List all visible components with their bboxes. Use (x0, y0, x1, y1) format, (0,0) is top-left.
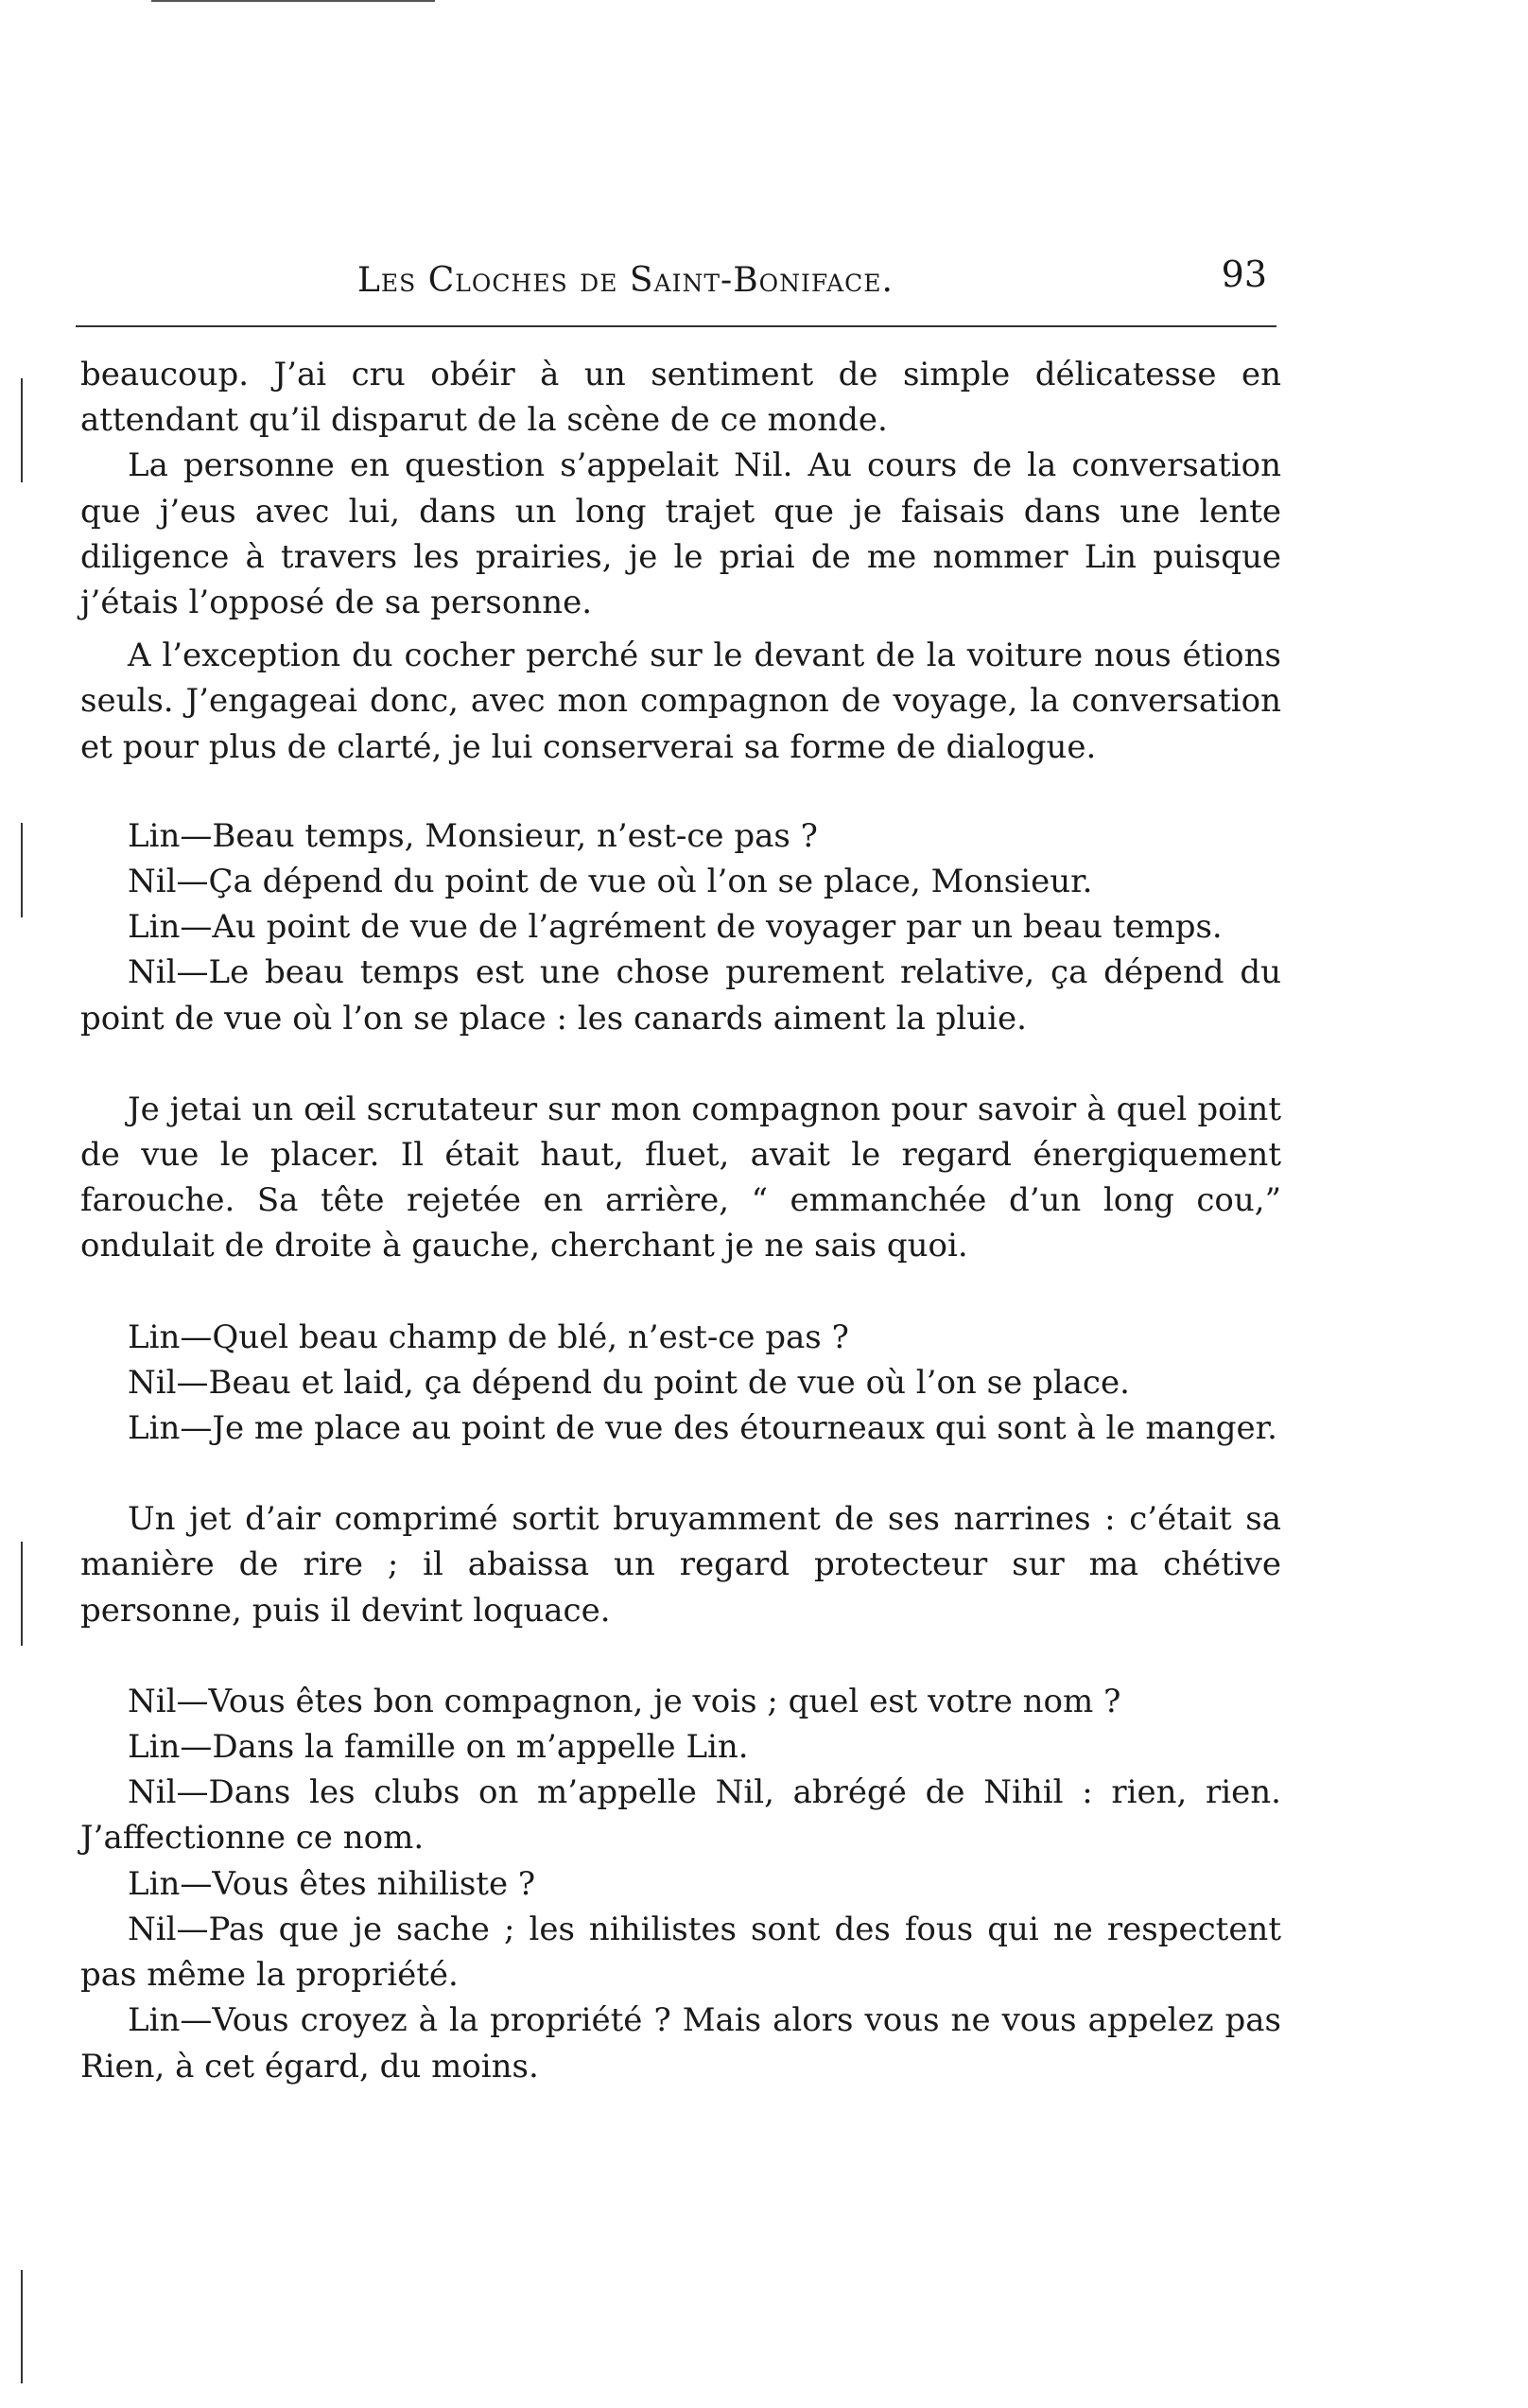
dialogue-line: Lin—Quel beau champ de blé, n’est-ce pas ? (128, 1317, 849, 1356)
dialogue-line: Nil—Beau et laid, ça dépend du point de vue où l’on se place. (128, 1363, 1130, 1402)
paragraph: Je jetai un œil scrutateur sur mon compagnon pour savoir à quel point de vue le placer. Il était haut, fluet, avait le regard énergiquement farouche. Sa tête rejetée en arrière, “ emmanchée d’un long cou,” ondulait de droite à gauche, cherchant je ne sais quoi. (80, 1090, 1281, 1265)
dialogue-line: Lin—Dans la famille on m’appelle Lin. (128, 1728, 749, 1767)
running-title (357, 261, 894, 300)
dialogue-line: Lin—Vous croyez à la propriété ? Mais alors vous ne vous appelez pas Rien, à cet égard, du moins. (80, 2001, 1281, 2085)
running-header (85, 253, 1284, 310)
title-word-de: de (580, 261, 618, 300)
title-word-cloches: Cloches (427, 261, 568, 300)
dialogue-line: Nil—Dans les clubs on m’appelle Nil, abrégé de Nihil : rien, rien. J’affectionne ce nom. (80, 1773, 1281, 1858)
dialogue-line: Lin—Vous êtes nihiliste ? (128, 1864, 536, 1903)
margin-mark (21, 2270, 23, 2383)
dialogue-line: Lin—Au point de vue de l’agrément de voyager par un beau temps. (128, 908, 1223, 947)
paragraph: beaucoup. J’ai cru obéir à un sentiment de simple délicatesse en attendant qu’il disparut de la scène de ce monde. (80, 356, 1281, 440)
margin-mark (21, 823, 23, 917)
paragraph: Un jet d’air comprimé sortit bruyamment de ses narrines : c’était sa manière de rire ; il abaissa un regard protecteur sur ma chétive personne, puis il devint loquace. (80, 1500, 1281, 1630)
title-word-saint-boniface: Saint-Boniface. (629, 261, 894, 300)
dialogue-line: Nil—Pas que je sache ; les nihilistes sont des fous qui ne respectent pas même la propriété. (80, 1910, 1281, 1995)
paragraph: A l’exception du cocher perché sur le devant de la voiture nous étions seuls. J’engageai donc, avec mon compagnon de voyage, la conversation et pour plus de clarté, je lui conserverai sa forme de dialogue. (80, 637, 1281, 766)
dialogue-line: Nil—Vous êtes bon compagnon, je vois ; quel est votre nom ? (128, 1682, 1121, 1720)
margin-mark (21, 378, 23, 482)
dialogue-line: Lin—Beau temps, Monsieur, n’est-ce pas ? (128, 816, 818, 855)
scan-edge-mark (151, 0, 435, 2)
title-word-les: Les (357, 261, 417, 300)
dialogue-line: Lin—Je me place au point de vue des étourneaux qui sont à le manger. (128, 1409, 1277, 1448)
paragraph: La personne en question s’appelait Nil. Au cours de la conversation que j’eus avec lui, dans un long trajet que je faisais dans une lente diligence à travers les prairies, je le priai de me nommer Lin puisque j’étais l’opposé de sa personne. (80, 446, 1281, 622)
dialogue-line: Nil—Ça dépend du point de vue où l’on se place, Monsieur. (128, 863, 1093, 901)
page-number: 93 (1221, 253, 1267, 295)
dialogue-line: Nil—Le beau temps est une chose purement relative, ça dépend du point de vue où l’on se place : les canards aiment la pluie. (80, 953, 1281, 1038)
body-text (80, 352, 1281, 2089)
margin-mark (21, 1542, 23, 1646)
header-rule (76, 325, 1276, 327)
